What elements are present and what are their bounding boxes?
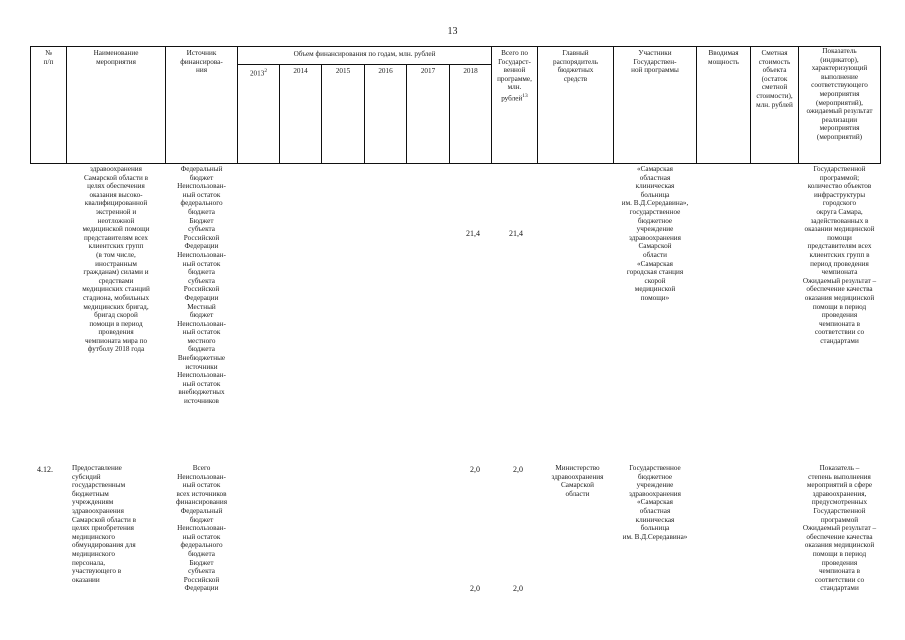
row1-name-line: медицинских бригад,	[83, 302, 149, 311]
row1-name-line: чемпионата мира по	[84, 336, 148, 345]
row2-indicator-line: обеспечение качества	[806, 532, 873, 541]
row2-source-line: бюджета	[188, 549, 215, 558]
row1-name-line: средствами	[98, 276, 134, 285]
row2-admin-line: Самарской	[560, 481, 595, 490]
row2-indicator-line: степень выполнения	[808, 472, 871, 481]
row1-source-line: Федеральный	[180, 165, 223, 173]
row1-indicator-line: задействованных в	[810, 216, 869, 225]
row1-name-line: футболу 2018 года	[87, 345, 145, 354]
row2-source-line: бюджет	[189, 515, 214, 524]
row2-source-line: Всего	[192, 464, 211, 472]
row2-name-line: обмундирования для	[72, 541, 136, 550]
row1-participants-line: «Самарская	[637, 259, 673, 268]
row2-indicator-line: Государственной	[813, 506, 866, 515]
row1-source-line: субъекта	[188, 225, 215, 234]
row2-name	[72, 464, 165, 584]
row1-source-line: Бюджет	[189, 216, 214, 225]
row1-name-line: клиентских групп	[88, 242, 144, 251]
row2-source-line: Неиспользован-	[177, 472, 226, 481]
row1-source-line: ный остаток	[182, 328, 221, 337]
row1-source-line: Российской	[183, 233, 220, 242]
row2-source-line: Бюджет	[189, 558, 214, 567]
row1-participants-line: клиническая	[635, 182, 675, 191]
row1-source-line: бюджет	[189, 173, 214, 182]
table-top-border	[30, 46, 880, 47]
header-year-2013: 2013$^2$	[249, 68, 268, 78]
row1-name-line: стадиона, мобильных	[82, 293, 150, 302]
row1-indicator-line: стандартами	[820, 336, 859, 345]
header-col-participants: Участники Государствен- ной программы	[631, 49, 679, 75]
row2-indicator	[799, 464, 880, 593]
row2-admin-line: Министерство	[555, 464, 600, 472]
row2-value-2018-regional: 2,0	[470, 584, 480, 593]
row1-name-line: (в том числе,	[96, 250, 136, 259]
row1-source-line: Российской	[183, 285, 220, 294]
row2-indicator-line: помощи в период	[812, 549, 867, 558]
row1-participants-line: областная	[639, 173, 671, 182]
row1-source-line: бюджета	[188, 268, 215, 277]
row1-name-line: медицинской помощи	[82, 225, 150, 234]
row1-indicator-line: период проведения	[810, 259, 869, 268]
row1-indicator-line: программой;	[819, 173, 860, 182]
row1-indicator-line: городского	[822, 199, 857, 208]
row1-indicator-line: оказании медицинской	[804, 225, 875, 234]
row1-indicator-line: инфраструктуры	[813, 190, 866, 199]
header-col-number: № п/п	[43, 49, 54, 66]
row2-name-line: бюджетным	[72, 489, 109, 498]
row2-indicator-line: мероприятий в сфере	[806, 481, 873, 490]
col-divider-y16	[364, 64, 365, 164]
row2-source-line: Российской	[183, 575, 220, 584]
row1-source-line: бюджет	[189, 311, 214, 320]
row1-indicator-line: представителям всех	[807, 242, 872, 251]
row2-indicator-line: предусмотренных	[811, 498, 868, 507]
row1-source-line: внебюджетных	[178, 388, 225, 397]
row1-participants-line: бюджетное	[637, 216, 673, 225]
row1-indicator-line: соответствии со	[814, 328, 865, 337]
row1-name-line: здравоохранения	[90, 165, 142, 173]
row2-source-line: федерального	[180, 541, 223, 550]
row1-name-line: помощи в период	[89, 319, 143, 328]
row1-participants-line: государственное	[629, 207, 681, 216]
row1-source-line: федерального	[180, 199, 223, 208]
row2-admin-line: здравоохранения	[551, 472, 604, 481]
col-divider-y14	[279, 64, 280, 164]
row2-name-line: участвующего в	[72, 567, 122, 576]
row1-source-line: источники	[185, 362, 218, 371]
row1-name-line: оказания высоко-	[89, 190, 143, 199]
row1-name-line: целях обеспечения	[87, 182, 145, 191]
row2-participants-line: клиническая	[635, 515, 675, 524]
row2-participants	[614, 464, 696, 541]
row2-participants-line: здравоохранения	[629, 489, 681, 498]
row2-name-line: субсидий	[72, 472, 101, 481]
row2-value-2018-total: 2,0	[470, 465, 480, 474]
row2-indicator-line: чемпионата в	[818, 567, 861, 576]
row1-indicator-line: обеспечение качества	[806, 285, 873, 294]
header-year-2016: 2016	[378, 67, 393, 75]
row2-participants-line: Государственное	[629, 464, 681, 472]
row1-indicator-line: Ожидаемый результат –	[802, 276, 877, 285]
row2-source-line: ный остаток	[182, 481, 221, 490]
row1-source-line: Федерации	[184, 242, 219, 251]
row1-indicator	[799, 165, 880, 345]
row2-name-line: персонала,	[72, 558, 106, 567]
row2-source-line: Федеральный	[180, 506, 223, 515]
row2-source-line: Федерации	[184, 584, 219, 593]
col-divider-3	[237, 46, 238, 164]
row1-participants-line: скорой	[644, 276, 666, 285]
row2-participants-line: областная	[639, 506, 671, 515]
header-col-indicator: Показатель (индикатор), характеризующий выполнение соответствующего мероприятия (мероприятий), ожидаемый результат реализации мероприятия (мероприятий)	[806, 47, 873, 141]
header-col-admin: Главный распорядитель бюджетных средств	[552, 49, 598, 83]
row1-indicator-line: округа Самара,	[816, 207, 863, 216]
row2-participants-line: им. В.Д.Середавина»	[622, 532, 688, 541]
row2-source-line: финансирования	[175, 498, 228, 507]
row2-participants-line: бюджетное	[637, 472, 673, 481]
header-col-source: Источник финансирова- ния	[180, 49, 223, 75]
row1-indicator-line: чемпионата в	[818, 319, 861, 328]
row2-admin-line: области	[565, 489, 590, 498]
row2-name-line: Самарской области в	[72, 515, 137, 524]
row2-name-line: здравоохранения	[72, 506, 124, 515]
row2-name-line: медицинского	[72, 549, 115, 558]
row2-indicator-line: стандартами	[820, 584, 859, 593]
page-number: 13	[447, 26, 458, 37]
row1-name-line: бригад скорой	[94, 311, 138, 320]
row2-number: 4.12.	[37, 465, 53, 474]
row1-indicator-line: Государственной	[813, 165, 866, 173]
row1-source-line: Внебюджетные	[177, 354, 226, 363]
row1-source-line: местного	[187, 336, 216, 345]
row1-indicator-line: чемпионата	[821, 268, 858, 277]
row1-source-line: бюджета	[188, 207, 215, 216]
row1-source-line: Неиспользован-	[177, 319, 226, 328]
row1-name-line: Самарской области в	[83, 173, 149, 182]
header-year-2014: 2014	[293, 67, 308, 75]
row1-source-line: Местный	[187, 302, 216, 311]
row1-name	[67, 165, 165, 354]
row2-name-line: оказании	[72, 575, 100, 584]
row2-indicator-line: Ожидаемый результат –	[802, 524, 877, 533]
row2-indicator-line: здравоохранения,	[812, 489, 867, 498]
row1-source-line: субъекта	[188, 276, 215, 285]
row1-participants	[614, 165, 696, 303]
header-bottom-border	[30, 163, 880, 164]
header-year-2017: 2017	[420, 67, 436, 75]
row2-name-line: медицинского	[72, 532, 115, 541]
row1-indicator-line: оказания медицинской	[804, 293, 875, 302]
row1-name-line: медицинских станций	[82, 285, 150, 294]
row1-participants-line: учреждение	[636, 225, 674, 234]
table-right-border	[880, 46, 881, 164]
row1-participants-line: городская станция	[626, 268, 684, 277]
row1-source	[166, 165, 237, 406]
row2-name-line: Предоставление	[72, 464, 122, 472]
row1-participants-line: области	[642, 250, 668, 259]
row2-source	[166, 464, 237, 593]
row1-value-2018: 21,4	[466, 229, 480, 238]
row1-total: 21,4	[509, 229, 523, 238]
row1-participants-line: медицинской	[634, 285, 676, 294]
row2-total-all: 2,0	[513, 465, 523, 474]
header-year-2015: 2015	[335, 67, 351, 75]
row1-source-line: бюджета	[188, 345, 215, 354]
row1-participants-line: больница	[640, 190, 670, 199]
row1-source-line: ный остаток	[182, 259, 221, 268]
row2-source-line: ный остаток	[182, 532, 221, 541]
row1-name-line: представителям всех	[84, 233, 148, 242]
row2-name-line: целях приобретения	[72, 524, 134, 533]
row1-source-line: ный остаток	[182, 190, 221, 199]
row1-participants-line: Самарской	[638, 242, 672, 251]
row1-participants-line: «Самарская	[637, 165, 673, 173]
row2-indicator-line: оказания медицинской	[804, 541, 875, 550]
row1-source-line: Неиспользован-	[177, 182, 226, 191]
header-col-capacity: Вводимая мощность	[708, 49, 739, 66]
row2-participants-line: больница	[640, 524, 670, 533]
row1-participants-line: им. В.Д.Середавина»,	[621, 199, 689, 208]
row1-name-line: квалифицированной	[84, 199, 148, 208]
row1-name-line: иностранным	[95, 259, 137, 268]
row1-indicator-line: проведения	[821, 311, 858, 320]
row1-source-line: источников	[184, 397, 219, 406]
row2-admin	[540, 464, 615, 498]
header-col-name: Наименование мероприятия	[93, 49, 139, 66]
col-divider-y18	[449, 64, 450, 164]
col-divider-y15	[321, 64, 322, 164]
row2-total-regional: 2,0	[513, 584, 523, 593]
row2-source-line: Неиспользован-	[177, 524, 226, 533]
header-col-cost: Сметная стоимость объекта (остаток сметной стоимости), млн. рублей	[756, 49, 793, 109]
row2-indicator-line: проведения	[821, 558, 858, 567]
row2-indicator-line: соответствии со	[814, 575, 865, 584]
row1-name-line: проведения	[98, 328, 134, 337]
row2-participants-line: «Самарская	[637, 498, 673, 507]
row2-name-line: учреждениям	[72, 498, 114, 507]
row1-source-line: Неиспользован-	[177, 371, 226, 380]
row2-participants-line: учреждение	[636, 481, 674, 490]
row1-indicator-line: помощи	[827, 233, 852, 242]
row1-source-line: Неиспользован-	[177, 250, 226, 259]
header-year-2018: 2018	[463, 67, 478, 75]
row1-indicator-line: количество объектов	[807, 182, 872, 191]
row2-name-line: государственным	[72, 481, 126, 490]
header-col-total: Всего по Государст- венной программе, млн. рублей$^{13}$	[497, 49, 532, 103]
row1-source-line: Федерации	[184, 293, 219, 302]
row1-participants-line: помощи»	[640, 293, 670, 302]
row1-participants-line: здравоохранения	[629, 233, 681, 242]
col-divider-y17	[406, 64, 407, 164]
row1-name-line: неотложной	[97, 216, 135, 225]
row1-name-line: гражданам) силами и	[83, 268, 149, 277]
row1-source-line: ный остаток	[182, 379, 221, 388]
row1-indicator-line: помощи в период	[812, 302, 867, 311]
row1-indicator-line: клиентских групп в	[809, 250, 870, 259]
header-col-volume: Объем финансирования по годам, млн. рублей	[293, 50, 436, 58]
row2-indicator-line: программой	[820, 515, 859, 524]
row2-source-line: всех источников	[176, 489, 227, 498]
row1-name-line: экстренной и	[95, 207, 137, 216]
row2-source-line: субъекта	[188, 567, 215, 576]
row2-indicator-line: Показатель –	[819, 464, 860, 472]
